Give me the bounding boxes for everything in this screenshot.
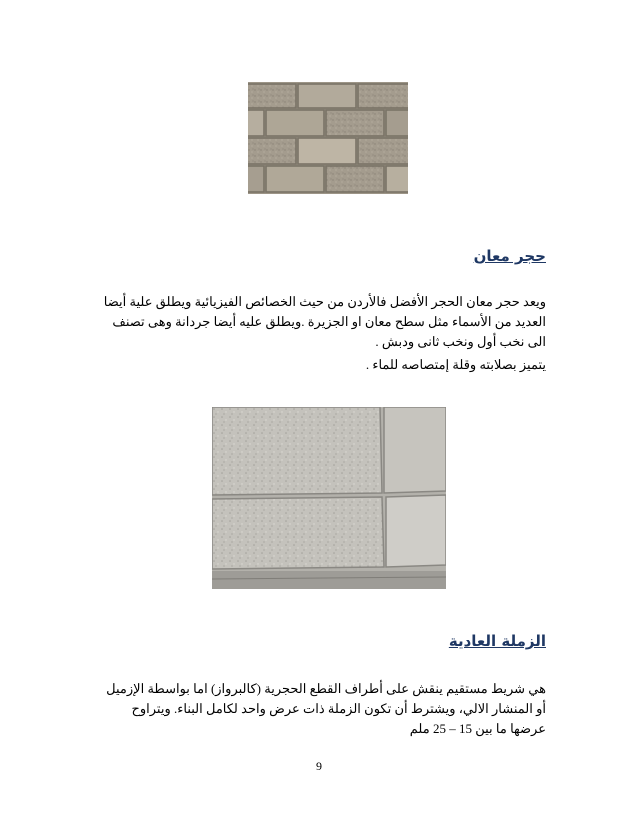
maan-stone-wall-photo [248,82,408,194]
zamla-description: هي شريط مستقيم ينقش على أطراف القطع الحجرية (كالبرواز) اما بواسطة الإزميل أو المنشار الالي، ويشترط أن تكون الزملة ذات عرض واحد لكامل البناء. ويتراوح عرضها ما بين 15 – 25 ملم [106,681,546,736]
stone-blocks-photo [212,407,446,589]
maan-stone-description: ويعد حجر معان الحجر الأفضل فالأردن من حيث الخصائص الفيزيائية ويطلق علية أيضا العديد من الأسماء مثل سطح معان او الجزيرة .ويطلق عليه أيضا جردانة وهى تصنف الى نخب أول ونخب ثانى ودبش . [103,294,546,349]
section-heading-maan-stone: حجر معان [473,247,546,265]
page-number: 9 [316,759,322,773]
section-heading-zamla: الزملة العادية [448,632,546,650]
maan-stone-hardness-note: يتميز بصلابته وقلة إمتصاصه للماء . [365,357,546,372]
stone-blocks-image [212,407,446,589]
maan-stone-wall-image [248,82,408,194]
